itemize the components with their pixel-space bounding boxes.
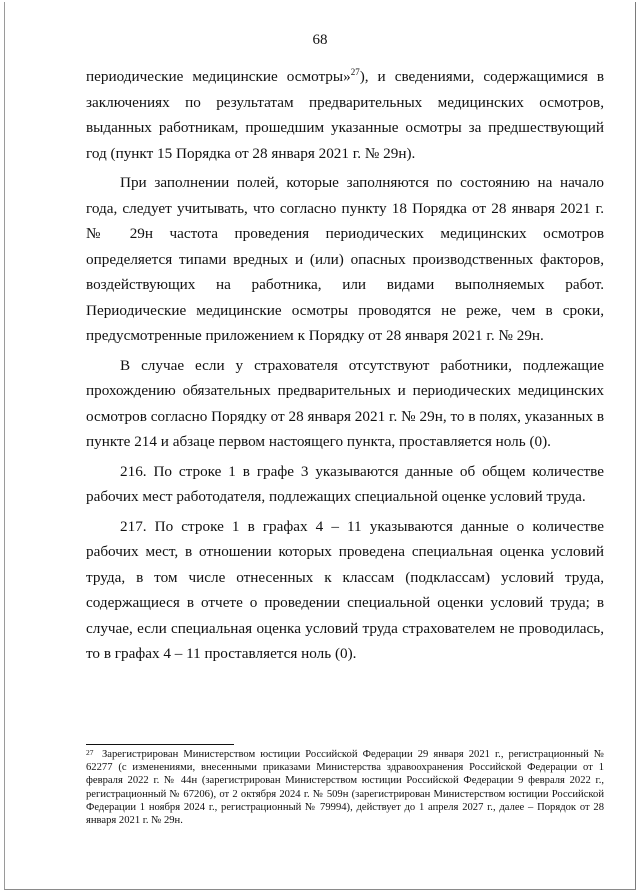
paragraph-text: ), и сведениями, содержащимися в заключениях по результатам предварительных медицинских осмотров, выданных работникам, прошедшим указанные осмотры за предшествующий год (пункт 15 Порядка от 28 января 2021 г. № 29н). — [86, 68, 604, 162]
paragraph-fields-at-year-start: При заполнении полей, которые заполняются по состоянию на начало года, следует учитывать, что согласно пункту 18 Порядка от 28 января 2021 г. № 29н частота проведения периодических медицинских осмотров определяется типами вредных и (или) опасных производственных факторов, воздействующих на работника, или видами выполняемых работ. Периодические медицинские осмотры проводятся не реже, чем в сроки, предусмотренные приложением к Порядку от 28 января 2021 г. № 29н. — [86, 174, 604, 344]
paragraph-continuation — [86, 64, 604, 166]
page-number: 68 — [312, 32, 328, 48]
paragraph-216: 216. По строке 1 в графе 3 указываются данные об общем количестве рабочих мест работодателя, подлежащих специальной оценке условий труда. — [86, 462, 604, 505]
footnote — [86, 748, 604, 827]
footnote-text: Зарегистрирован Министерством юстиции Российской Федерации 29 января 2021 г., регистрационный № 62277 (с изменениями, внесенными приказами Министерства здравоохранения Российской Федерации от 1 февраля 2022 г. № 44н (зарегистрирован Министерством юстиции Российской Федерации 9 февраля 2022 г., регистрационный № 67206), от 2 октября 2024 г. № 509н (зарегистрирован Министерством юстиции Российской Федерации 1 ноября 2024 г., регистрационный № 79994), действует до 1 апреля 2027 г., далее – Порядок от 28 января 2021 г. № 29н. — [86, 749, 604, 827]
paragraph-text: периодические медицинские осмотры» — [86, 68, 351, 85]
footnote-separator — [86, 744, 234, 745]
paragraph-no-employees: В случае если у страхователя отсутствуют работники, подлежащие прохождению обязательных предварительных и периодических медицинских осмотров согласно Порядку от 28 января 2021 г. № 29н, то в полях, указанных в пункте 214 и абзаце первом настоящего пункта, проставляется ноль (0). — [86, 356, 604, 450]
footnote-mark: 27 — [86, 748, 94, 757]
document-body — [86, 64, 604, 671]
paragraph-217: 217. По строке 1 в графах 4 – 11 указываются данные о количестве рабочих мест, в отношении которых проведена специальная оценка условий труда, в том числе отнесенных к классам (подклассам) условий труда, содержащиеся в отчете о проведении специальной оценки условий труда; в случае, если специальная оценка условий труда страхователем не проводилась, то в графах 4 – 11 проставляется ноль (0). — [86, 517, 604, 662]
footnote-reference[interactable]: 27 — [350, 66, 360, 77]
